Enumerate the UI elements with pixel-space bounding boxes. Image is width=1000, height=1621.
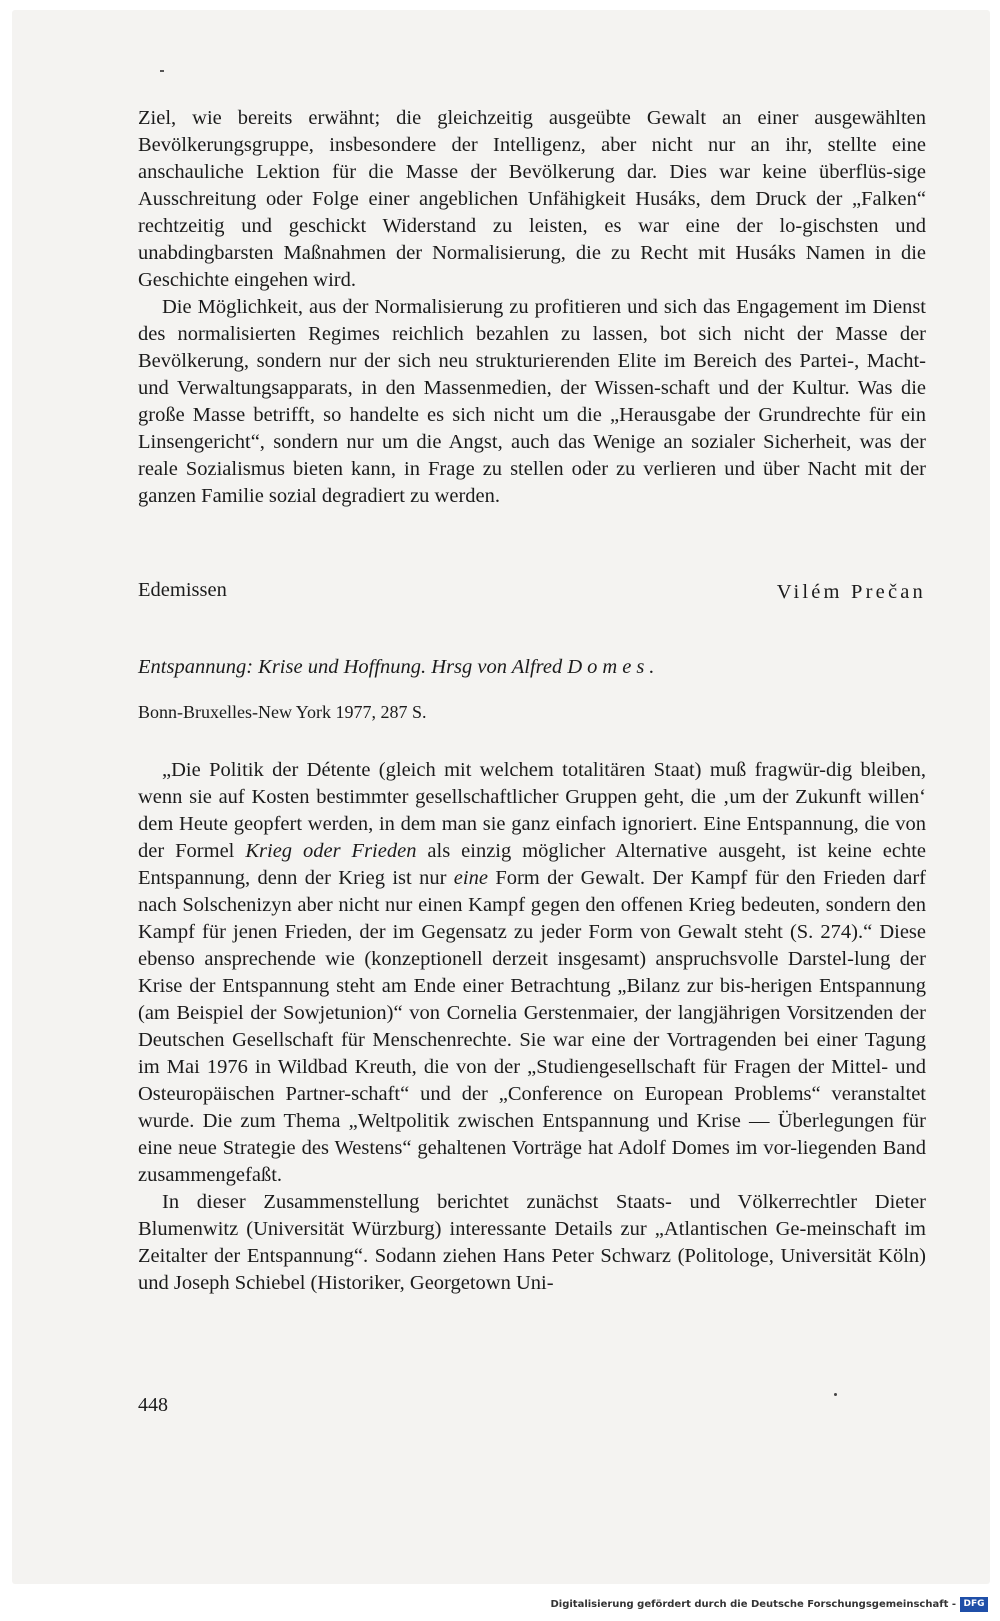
italic-phrase: Krieg oder Frieden bbox=[245, 840, 417, 862]
text-run: „Die Politik der Détente (gleich mit welchem totalitären Staat) muß fragwür-dig bleiben, wenn sie auf Kosten bestimmter gesellschaftlicher Gruppen geht, die ‚um der Zukunft willen‘ dem Heute geopfert werden, in dem man sie ganz einfach ignoriert. Eine Entspannung, die von der Formel bbox=[138, 759, 926, 862]
signoff-author: Vilém Prečan bbox=[776, 581, 926, 603]
review-title-text: Entspannung: Krise und Hoffnung. Hrsg von Alfred bbox=[138, 656, 563, 678]
paragraph: Ziel, wie bereits erwähnt; die gleichzeitig ausgeübte Gewalt an einer ausgewählten Bevölkerungsgruppe, insbesondere der Intelligenz, aber nicht nur an ihr, stellte eine anschauliche Lektion für die Masse der Bevölkerung dar. Dies war keine überflüs-sige Ausschreitung oder Folge einer angeblichen Unfähigkeit Husáks, dem Druck der „Falken“ rechtzeitig und geschickt Widerstand zu leisten, es war eine der lo-gischsten und unabdingbarsten Maßnahmen der Normalisierung, die zu Recht mit Husáks Namen in die Geschichte eingehen wird. bbox=[138, 107, 926, 291]
text-run: Form der Gewalt. Der Kampf für den Frieden darf nach Solschenizyn aber nicht nur einen Kampf gegen den offenen Krieg bedeuten, sondern den Kampf für jenen Frieden, der im Gegensatz zu jeder Form von Gewalt steht (S. 274).“ Diese ebenso ansprechende wie (konzeptionell derzeit insgesamt) anspruchsvolle Darstel-lung der Krise der Entspannung steht am Ende einer Betrachtung „Bilanz zur bis-herigen Entspannung (am Beispiel der Sowjetunion)“ von Cornelia Gerstenmaier, der langjährigen Vorsitzenden der Deutschen Gesellschaft für Menschenrechte. Sie war eine der Vortragenden bei einer Tagung im Mai 1976 in Wildbad Kreuth, die von der „Studiengesellschaft für Fragen der Mittel- und Osteuropäischen Partner-schaft“ und der „Conference on European Problems“ veranstaltet wurde. Die zum Thema „Weltpolitik zwischen Entspannung und Krise — Überlegungen für eine neue Strategie des Westens“ gehaltenen Vorträge hat Adolf Domes im vor-liegenden Band zusammengefaßt. bbox=[138, 867, 926, 1186]
dfg-logo: DFG bbox=[960, 1597, 988, 1612]
scan-dot bbox=[834, 1393, 837, 1396]
paragraph bbox=[138, 757, 926, 1189]
signoff-place: Edemissen bbox=[138, 579, 227, 601]
review-editor-surname: Domes. bbox=[567, 656, 660, 678]
paragraph: Die Möglichkeit, aus der Normalisierung zu profitieren und sich das Engagement im Dienst des normalisierten Regimes reichlich bezahlen zu lassen, bot sich nicht der Masse der Bevölkerung, sondern nur der sich neu strukturierenden Elite im Bereich des Partei-, Macht- und Verwaltungsapparats, in den Massenmedien, der Wissen-schaft und der Kultur. Was die große Masse betrifft, so handelte es sich nicht um die „Herausgabe der Grundrechte für ein Linsengericht“, sondern nur um die Angst, auch das Wenige an sozialer Sicherheit, was der reale Sozialismus bieten kann, in Frage zu stellen oder zu verlieren und über Nacht mit der ganzen Familie sozial degradiert zu werden. bbox=[138, 296, 926, 507]
paragraph: In dieser Zusammenstellung berichtet zunächst Staats- und Völkerrechtler Dieter Blumenwitz (Universität Würzburg) interessante Details zur „Atlantischen Ge-meinschaft im Zeitalter der Entspannung“. Sodann ziehen Hans Peter Schwarz (Politologe, Universität Köln) und Joseph Schiebel (Historiker, Georgetown Uni- bbox=[138, 1191, 926, 1294]
review-body bbox=[138, 757, 926, 1297]
scan-mark bbox=[160, 70, 164, 72]
digitization-credit: Digitalisierung gefördert durch die Deutsche Forschungsgemeinschaft - bbox=[550, 1599, 956, 1610]
text-run: als einzig möglicher Alternative ausgeht, ist keine echte Entspannung, denn der Krieg ist nur bbox=[138, 840, 926, 889]
italic-phrase: eine bbox=[453, 867, 488, 889]
article-ending bbox=[138, 105, 926, 510]
page-number: 448 bbox=[138, 1394, 168, 1416]
review-title bbox=[138, 656, 926, 679]
review-imprint: Bonn-Bruxelles-New York 1977, 287 S. bbox=[138, 702, 427, 722]
